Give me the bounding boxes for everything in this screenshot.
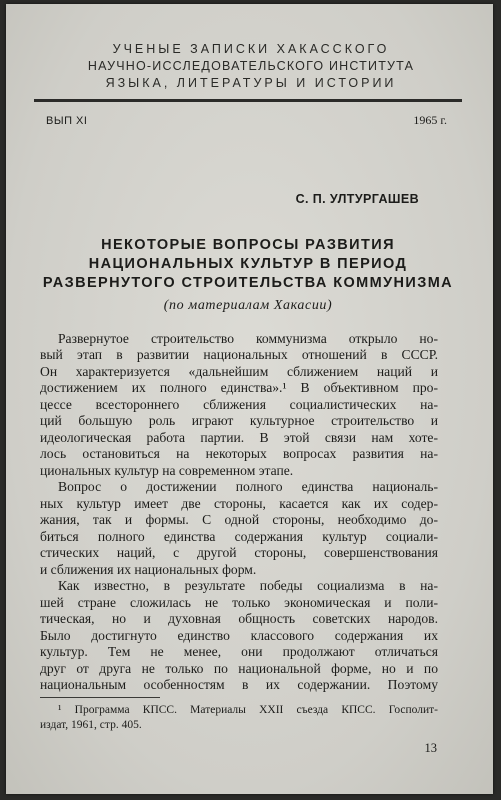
body-line: достижением их полного единства».¹ В объективном про-: [40, 380, 438, 395]
article-author: С. П. УЛТУРГАШЕВ: [295, 192, 419, 206]
body-line: тическая, но и духовная общность советских народов.: [40, 611, 438, 626]
body-line: стических наций, с другой стороны, совершенствования: [40, 545, 438, 560]
series-title-line-3: ЯЗЫКА, ЛИТЕРАТУРЫ И ИСТОРИИ: [105, 76, 397, 90]
header-rule: [34, 99, 462, 102]
body-line: биться полного единства содержания культур социали-: [40, 529, 438, 544]
article-title-line-2: НАЦИОНАЛЬНЫХ КУЛЬТУР В ПЕРИОД: [88, 256, 408, 272]
body-line: Вопрос о достижении полного единства националь-: [58, 479, 438, 494]
article-title-line-3: РАЗВЕРНУТОГО СТРОИТЕЛЬСТВА КОММУНИЗМА: [42, 275, 454, 291]
body-line: друг от друга не только по национальной форме, но и по: [40, 661, 438, 676]
footnote-line: издат, 1961, стр. 405.: [40, 719, 142, 731]
body-line: ций большую роль играют культурное строительство и: [40, 413, 438, 428]
series-title-line-1: УЧЕНЫЕ ЗАПИСКИ ХАКАССКОГО: [112, 42, 390, 56]
body-line: национальным особенностям в их содержании. Поэтому: [40, 677, 438, 692]
journal-page: [6, 4, 493, 794]
series-title-line-2: НАУЧНО-ИССЛЕДОВАТЕЛЬСКОГО ИНСТИТУТА: [87, 59, 415, 73]
body-line: жания, так и формы. С одной стороны, необходимо до-: [40, 512, 438, 527]
body-line: и сближения их национальных форм.: [40, 562, 257, 577]
footnote-line: ¹ Программа КПСС. Материалы XXII съезда КПСС. Госполит-: [58, 704, 438, 716]
body-line: лось остановиться на некоторых вопросах развития на-: [40, 446, 438, 461]
body-line: Как известно, в результате победы социализма в на-: [58, 578, 438, 593]
body-line: Он характеризуется «дальнейшим сближением наций и: [40, 364, 438, 379]
body-line: вый этап в развитии национальных отношений в СССР.: [40, 347, 438, 362]
issue-year: 1965 г.: [413, 113, 447, 127]
article-subtitle: (по материалам Хакасии): [163, 298, 333, 313]
footnote-rule: [40, 697, 160, 698]
body-line: культур. Тем не менее, они продолжают отличаться: [40, 644, 438, 659]
body-line: идеологическая работа партии. В этой связи нам хоте-: [40, 430, 438, 445]
body-line: Развернутое строительство коммунизма открыло но-: [58, 331, 438, 346]
article-title-line-1: НЕКОТОРЫЕ ВОПРОСЫ РАЗВИТИЯ: [101, 237, 395, 253]
body-line: Было достигнуто единство классового содержания их: [40, 628, 438, 643]
body-line: ных культур имеет две стороны, касается как их содер-: [40, 496, 438, 511]
issue-number: ВЫП XI: [46, 115, 88, 127]
body-line: цессе всестороннего сближения социалистических на-: [40, 397, 438, 412]
body-line: шей стране сложилась не только экономическая и поли-: [40, 595, 438, 610]
page-number: 13: [424, 741, 437, 755]
body-line: циональных культур на современном этапе.: [40, 463, 294, 478]
